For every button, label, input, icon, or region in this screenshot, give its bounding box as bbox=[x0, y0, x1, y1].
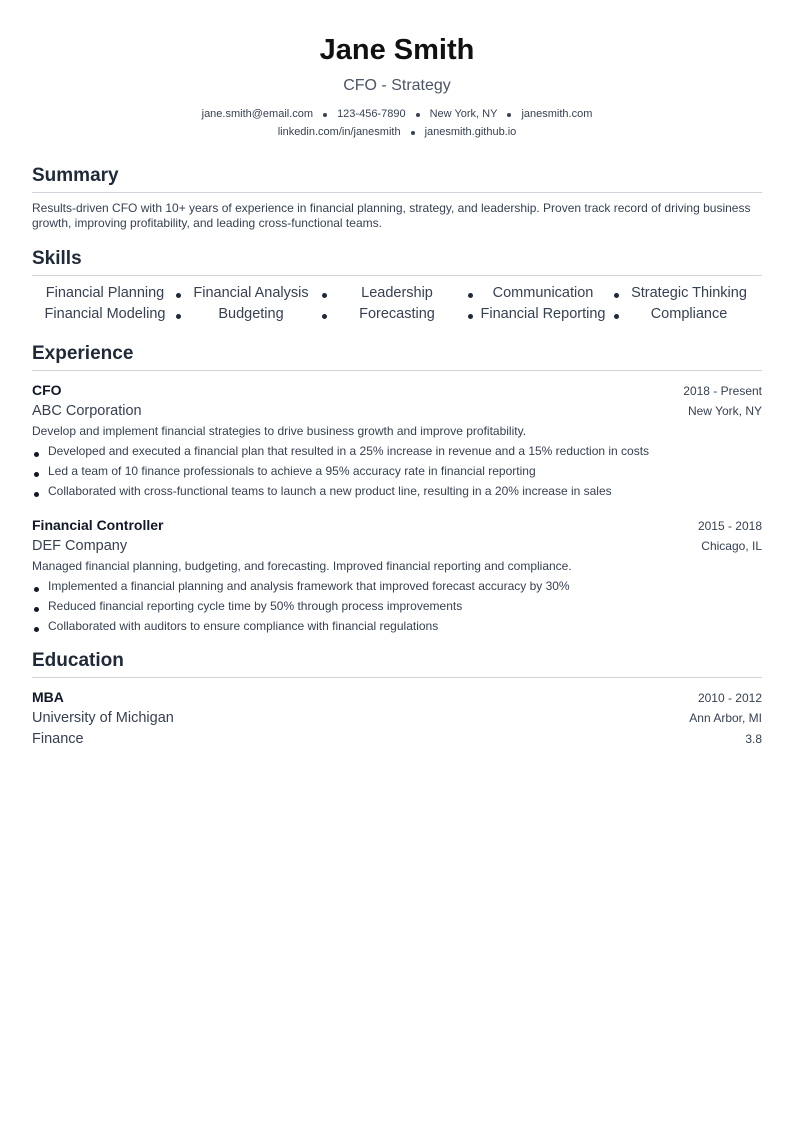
section-heading-skills: Skills bbox=[32, 247, 762, 276]
achievement-item bbox=[32, 596, 762, 616]
summary-text: Results-driven CFO with 10+ years of experience in financial planning, strategy, and leadership. Proven track record of driving business growth, improving profitability, and leading cross-functional teams. bbox=[32, 201, 751, 230]
skill-label: Financial Analysis bbox=[193, 285, 309, 301]
job-title: Financial Controller bbox=[32, 517, 164, 533]
skill-item bbox=[616, 284, 762, 302]
bullet-dot bbox=[34, 492, 39, 497]
skill-item bbox=[32, 305, 178, 323]
skill-item bbox=[324, 284, 470, 302]
achievement-item bbox=[32, 616, 762, 636]
contact-linkedin[interactable]: linkedin.com/in/janesmith bbox=[277, 126, 401, 138]
separator-dot bbox=[507, 113, 511, 117]
achievement-text: Led a team of 10 finance professionals to achieve a 95% accuracy rate in financial reporting bbox=[48, 464, 536, 478]
entry-org-row bbox=[32, 536, 762, 557]
job-dates: 2015 - 2018 bbox=[697, 519, 762, 533]
skill-item bbox=[32, 284, 178, 302]
skill-item bbox=[470, 305, 616, 323]
entry-header-row bbox=[32, 515, 762, 536]
resume-header bbox=[32, 0, 762, 141]
education-dates: 2010 - 2012 bbox=[697, 691, 762, 705]
section-heading-experience: Experience bbox=[32, 342, 762, 371]
contact-email[interactable]: jane.smith@email.com bbox=[201, 108, 314, 120]
achievement-text: Implemented a financial planning and analysis framework that improved forecast accuracy by 30% bbox=[48, 579, 570, 593]
job-description: Managed financial planning, budgeting, and forecasting. Improved financial reporting and compliance. bbox=[32, 559, 572, 573]
contact-location: New York, NY bbox=[429, 108, 498, 120]
skill-item bbox=[178, 305, 324, 323]
achievement-text: Developed and executed a financial plan that resulted in a 25% increase in revenue and a 15% reduction in costs bbox=[48, 444, 650, 458]
experience-entry bbox=[32, 380, 762, 501]
skills-grid bbox=[32, 284, 762, 323]
experience-entry bbox=[32, 515, 762, 636]
skill-item bbox=[470, 284, 616, 302]
achievement-item bbox=[32, 481, 762, 501]
degree-name: MBA bbox=[32, 689, 64, 705]
achievement-item bbox=[32, 461, 762, 481]
contact-github[interactable]: janesmith.github.io bbox=[424, 126, 517, 138]
job-dates: 2018 - Present bbox=[683, 384, 762, 398]
skill-label: Strategic Thinking bbox=[631, 285, 747, 301]
field-of-study: Finance bbox=[32, 731, 84, 747]
skill-item bbox=[616, 305, 762, 323]
bullet-dot bbox=[34, 472, 39, 477]
achievement-text: Collaborated with cross-functional teams to launch a new product line, resulting in a 20% increase in sales bbox=[48, 484, 612, 498]
skill-label: Budgeting bbox=[218, 306, 284, 322]
skill-label: Financial Planning bbox=[45, 285, 165, 301]
separator-dot bbox=[416, 113, 420, 117]
achievement-list bbox=[32, 576, 762, 636]
bullet-dot bbox=[34, 452, 39, 457]
skill-label: Leadership bbox=[361, 285, 433, 301]
skill-label: Financial Reporting bbox=[480, 306, 606, 322]
achievement-item bbox=[32, 441, 762, 461]
contact-phone[interactable]: 123-456-7890 bbox=[337, 108, 406, 120]
contact-row-2 bbox=[32, 123, 762, 141]
achievement-list bbox=[32, 441, 762, 501]
contact-website[interactable]: janesmith.com bbox=[521, 108, 593, 120]
skill-item bbox=[324, 305, 470, 323]
gpa-value: 3.8 bbox=[745, 732, 762, 746]
separator-dot bbox=[323, 113, 327, 117]
school-name: University of Michigan bbox=[32, 710, 174, 726]
experience-section bbox=[32, 342, 762, 636]
skill-item bbox=[178, 284, 324, 302]
skills-section bbox=[32, 247, 762, 323]
school-location: Ann Arbor, MI bbox=[689, 711, 762, 725]
job-location: Chicago, IL bbox=[701, 539, 762, 553]
entry-header-row bbox=[32, 687, 762, 708]
achievement-text: Reduced financial reporting cycle time by 50% through process improvements bbox=[48, 599, 463, 613]
education-section bbox=[32, 649, 762, 750]
entry-org-row bbox=[32, 401, 762, 422]
summary-section bbox=[32, 164, 762, 231]
contact-row-1 bbox=[32, 105, 762, 123]
skill-label: Compliance bbox=[650, 306, 728, 322]
skill-label: Forecasting bbox=[359, 306, 435, 322]
entry-field-row bbox=[32, 729, 762, 750]
entry-org-row bbox=[32, 708, 762, 729]
section-heading-summary: Summary bbox=[32, 164, 762, 193]
bullet-dot bbox=[34, 607, 39, 612]
skill-label: Financial Modeling bbox=[44, 306, 166, 322]
achievement-item bbox=[32, 576, 762, 596]
candidate-name: Jane Smith bbox=[319, 34, 475, 66]
job-description: Develop and implement financial strategies to drive business growth and improve profitability. bbox=[32, 424, 527, 438]
company-name: ABC Corporation bbox=[32, 403, 142, 419]
section-heading-education: Education bbox=[32, 649, 762, 678]
education-entry bbox=[32, 687, 762, 750]
bullet-dot bbox=[34, 627, 39, 632]
entry-header-row bbox=[32, 380, 762, 401]
bullet-dot bbox=[34, 587, 39, 592]
skill-label: Communication bbox=[492, 285, 594, 301]
candidate-title: CFO - Strategy bbox=[343, 77, 451, 94]
separator-dot bbox=[411, 131, 415, 135]
job-location: New York, NY bbox=[687, 404, 762, 418]
company-name: DEF Company bbox=[32, 538, 128, 554]
achievement-text: Collaborated with auditors to ensure compliance with financial regulations bbox=[48, 619, 439, 633]
job-title: CFO bbox=[32, 382, 62, 398]
